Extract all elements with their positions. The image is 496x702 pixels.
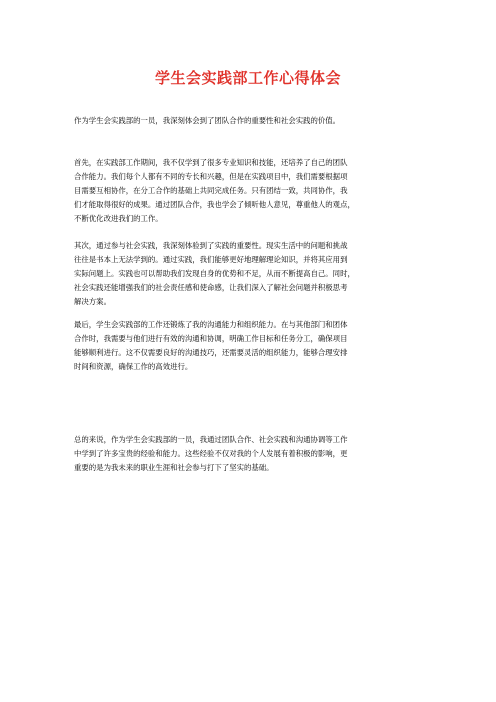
- paragraph-2: [74, 239, 434, 309]
- paragraph-line: 时间和资源，确保工作的高效进行。: [74, 362, 193, 371]
- paragraph-line: 合作能力。我们每个人都有不同的专长和兴趣，但是在实践项目中，我们需要根据项: [74, 172, 348, 181]
- document-title: 学生会实践部工作心得体会: [154, 69, 341, 87]
- paragraph-line: 能够顺利进行。这不仅需要良好的沟通技巧，还需要灵活的组织能力，能够合理安排: [74, 348, 348, 357]
- paragraph-line: 重要的是为我未来的职业生涯和社会参与打下了坚实的基础。: [74, 463, 274, 472]
- paragraph-line: 实际问题上。实践也可以帮助我们发现自身的优势和不足，从而不断提高自己。同时，: [74, 269, 355, 278]
- paragraph-line: 总的来说，作为学生会实践部的一员，我通过团队合作、社会实践和沟通协调等工作: [74, 435, 348, 444]
- paragraph-line: 们才能取得很好的成果。通过团队合作，我也学会了倾听他人意见，尊重他人的观点，: [74, 200, 355, 209]
- paragraph-line: 其次，通过参与社会实践，我深刻体验到了实践的重要性。现实生活中的问题和挑战: [74, 241, 348, 250]
- intro-paragraph: 作为学生会实践部的一员，我深刻体会到了团队合作的重要性和社会实践的价值。: [74, 116, 341, 125]
- paragraph-3: [74, 318, 434, 374]
- paragraph-line: 中学到了许多宝贵的经验和能力。这些经验不仅对我的个人发展有着积极的影响，更: [74, 449, 348, 458]
- paragraph-line: 合作时，我需要与他们进行有效的沟通和协调，明确工作目标和任务分工，确保项目: [74, 334, 348, 343]
- paragraph-line: 最后，学生会实践部的工作还锻炼了我的沟通能力和组织能力。在与其他部门和团体: [74, 320, 348, 329]
- paragraph-line: 往往是书本上无法学到的。通过实践，我们能够更好地理解理论知识，并将其应用到: [74, 255, 348, 264]
- paragraph-line: 首先，在实践部工作期间，我不仅学到了很多专业知识和技能，还培养了自己的团队: [74, 158, 348, 167]
- paragraph-4: [74, 433, 434, 475]
- paragraph-line: 目需要互相协作，在分工合作的基础上共同完成任务。只有团结一致，共同协作，我: [74, 186, 348, 195]
- paragraph-line: 不断优化改进我们的工作。: [74, 214, 163, 223]
- paragraph-line: 社会实践还能增强我们的社会责任感和使命感，让我们深入了解社会问题并积极思考: [74, 283, 348, 292]
- paragraph-line: 解决方案。: [74, 297, 111, 306]
- paragraph-1: [74, 156, 434, 226]
